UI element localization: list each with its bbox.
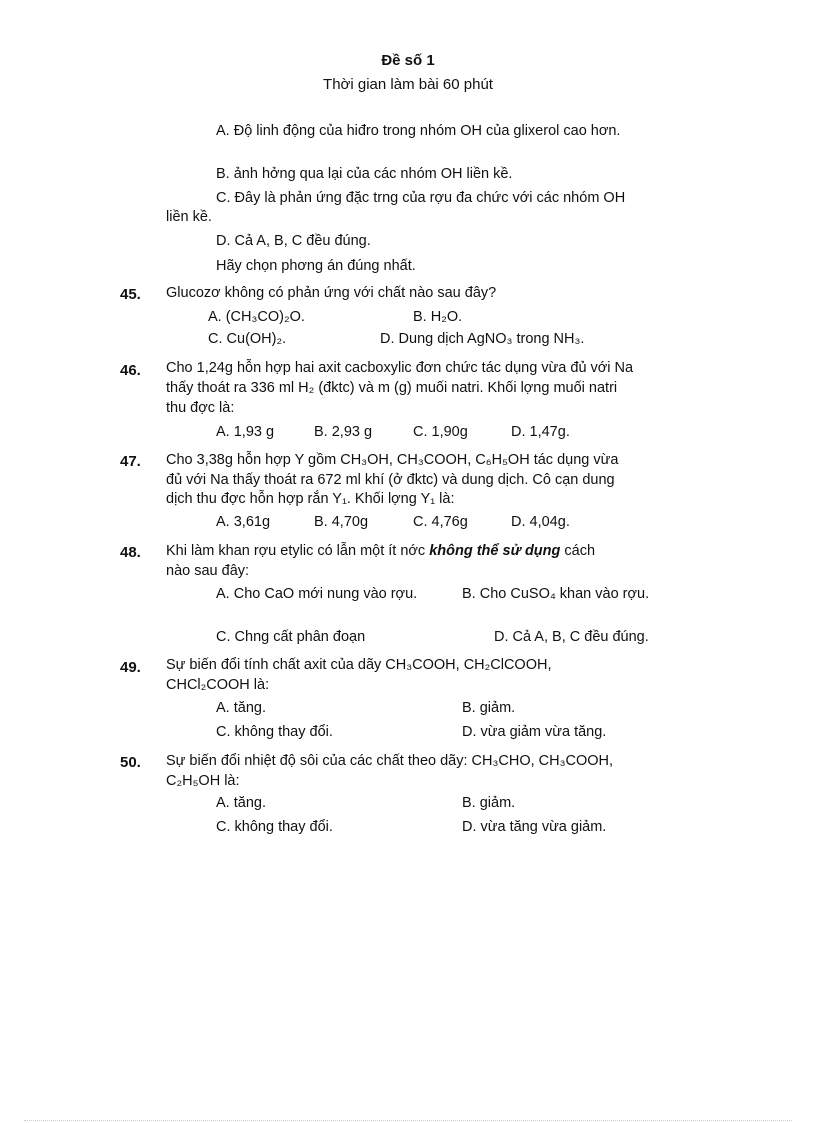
q50-number: 50. [120,754,141,771]
q44-prompt: Hãy chọn phơng án đúng nhất. [216,258,416,274]
q49-option-b: B. giảm. [462,700,516,716]
q50-option-a: A. tăng. [216,795,266,811]
q49-line2: CHCl₂COOH là: [166,677,270,693]
q46-option-d: D. 1,47g. [511,424,570,440]
q49-option-c: C. không thay đổi. [216,724,333,740]
q47-option-b: B. 4,70g [314,514,369,530]
q44-option-d: D. Cả A, B, C đều đúng. [216,233,371,249]
q45-option-c: C. Cu(OH)₂. [208,331,287,347]
q48-number: 48. [120,544,141,561]
q45-number: 45. [120,286,141,303]
q46-line3: thu đợc là: [166,400,235,416]
q50-option-d: D. vừa tăng vừa giảm. [462,819,607,835]
q48-option-c: C. Chng cất phân đoạn [216,629,366,645]
page-bottom-divider [24,1120,792,1121]
q47-option-d: D. 4,04g. [511,514,570,530]
q47-number: 47. [120,453,141,470]
q50-line1: Sự biến đổi nhiệt độ sôi của các chất theo dãy: CH₃CHO, CH₃COOH, [166,753,614,769]
q50-option-c: C. không thay đổi. [216,819,333,835]
q46-option-c: C. 1,90g [413,424,468,440]
q45-option-b: B. H₂O. [413,309,463,325]
q48-option-a: A. Cho CaO mới nung vào rợu. [216,586,418,602]
q45-option-d: D. Dung dịch AgNO₃ trong NH₃. [380,331,585,347]
q45-text: Glucozơ không có phản ứng với chất nào sau đây? [166,285,497,301]
q47-line3: dịch thu đợc hỗn hợp rắn Y₁. Khối lợng Y₁ là: [166,491,455,507]
q44-option-c-line2: liền kề. [166,209,212,225]
q49-number: 49. [120,659,141,676]
q48-line1 [166,543,595,559]
q44-option-b: B. ảnh hởng qua lại của các nhóm OH liền kề. [216,166,513,182]
q49-option-d: D. vừa giảm vừa tăng. [462,724,607,740]
q46-line1: Cho 1,24g hỗn hợp hai axit cacboxylic đơn chức tác dụng vừa đủ với Na [166,360,634,376]
q48-option-b: B. Cho CuSO₄ khan vào rợu. [462,586,650,602]
q50-line2: C₂H₅OH là: [166,773,240,789]
q49-option-a: A. tăng. [216,700,266,716]
q50-option-b: B. giảm. [462,795,516,811]
q48-emphasis: không thể sử dụng [429,543,561,559]
q48-line2: nào sau đây: [166,563,250,579]
q48-line1-pre: Khi làm khan rợu etylic có lẫn một ít nớc [166,543,430,559]
q45-option-a: A. (CH₃CO)₂O. [208,309,305,325]
q49-line1: Sự biến đổi tính chất axit của dãy CH₃COOH, CH₂ClCOOH, [166,657,552,673]
q47-line2: đủ với Na thấy thoát ra 672 ml khí (ở đktc) và dung dịch. Cô cạn dung [166,472,615,488]
q47-option-c: C. 4,76g [413,514,468,530]
q46-number: 46. [120,362,141,379]
q46-line2: thấy thoát ra 336 ml H₂ (đktc) và m (g) muối natri. Khối lợng muối natri [166,380,618,396]
q48-line1-post: cách [560,543,596,559]
q44-option-a: A. Độ linh động của hiđro trong nhóm OH của glixerol cao hơn. [216,123,621,139]
page-title: Đề số 1 [381,52,435,69]
q47-line1: Cho 3,38g hỗn hợp Y gồm CH₃OH, CH₃COOH, C₆H₅OH tác dụng vừa [166,452,619,468]
q47-option-a: A. 3,61g [216,514,271,530]
q46-option-a: A. 1,93 g [216,424,275,440]
q44-option-c-line1: C. Đây là phản ứng đặc trng của rợu đa chức với các nhóm OH [216,190,626,206]
q46-option-b: B. 2,93 g [314,424,373,440]
page-subtitle: Thời gian làm bài 60 phút [323,76,493,93]
q48-option-d: D. Cả A, B, C đều đúng. [494,629,649,645]
